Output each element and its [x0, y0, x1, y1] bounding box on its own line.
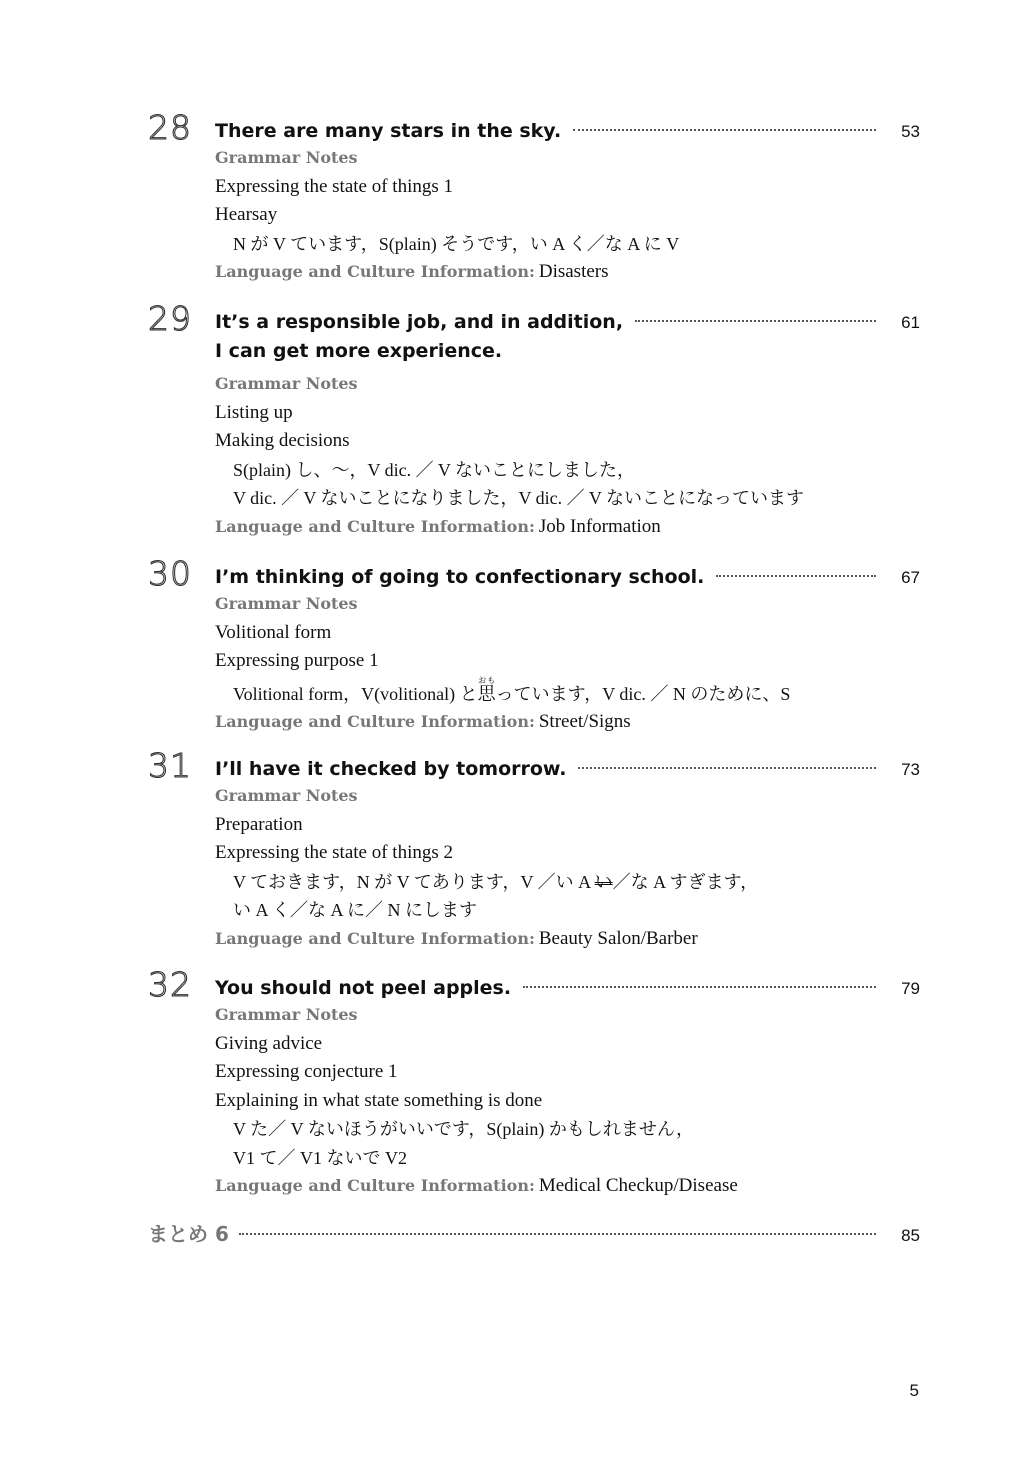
lesson-number: 31 [148, 746, 192, 785]
lesson-number: 30 [148, 554, 192, 593]
page-number[interactable]: 61 [901, 313, 920, 332]
lesson-title[interactable]: It’s a responsible job, and in addition, [215, 311, 624, 333]
lesson-contents [215, 782, 920, 954]
lesson-title[interactable]: There are many stars in the sky. [215, 120, 562, 142]
dot-leader [635, 319, 876, 322]
lesson-title-row[interactable] [215, 563, 920, 592]
dot-leader [239, 1232, 876, 1235]
lc-label: Language and Culture Information: [215, 928, 535, 948]
page-number[interactable]: 53 [901, 122, 920, 141]
lc-value: Medical Checkup/Disease [538, 1175, 738, 1196]
lesson-title-row[interactable] [215, 974, 920, 1003]
furigana: おも [477, 675, 496, 685]
lesson-number: 28 [148, 108, 192, 147]
page-number[interactable]: 85 [901, 1226, 920, 1245]
pattern-text: V ておきます，N が V てあります，V ／い A [233, 871, 595, 892]
lc-value: Job Information [538, 515, 661, 537]
struck-text: い [594, 871, 613, 892]
lc-label: Language and Culture Information: [215, 1176, 535, 1195]
dot-leader [573, 128, 876, 131]
grammar-item: Preparation [215, 813, 303, 835]
pattern-text: っています，V dic. ／ N のために、S [495, 683, 791, 704]
grammar-notes-heading: Grammar Notes [215, 374, 358, 393]
footer-page-number: 5 [909, 1381, 919, 1400]
lc-label: Language and Culture Information: [215, 516, 535, 536]
lc-label: Language and Culture Information: [215, 262, 535, 281]
grammar-item: Expressing the state of things 1 [215, 175, 453, 197]
grammar-pattern: S(plain) し、～，V dic. ／ V ないことにしました， [233, 459, 636, 480]
grammar-item: Expressing the state of things 2 [215, 842, 453, 863]
grammar-item: Expressing conjecture 1 [215, 1061, 398, 1082]
pattern-text: Volitional form，V(volitional) と [233, 683, 478, 704]
dot-leader [523, 985, 876, 988]
language-culture-info [215, 925, 920, 955]
lesson-title-row[interactable] [215, 117, 920, 146]
kanji: 思 [477, 683, 496, 704]
grammar-notes-heading: Grammar Notes [215, 594, 358, 613]
lesson-contents [215, 590, 920, 738]
matome-row[interactable] [148, 1218, 920, 1247]
grammar-notes-heading: Grammar Notes [215, 786, 358, 805]
page-number[interactable]: 73 [901, 760, 920, 779]
language-culture-info [215, 1172, 920, 1202]
lesson-contents [215, 370, 920, 542]
lesson-title[interactable]: I’m thinking of going to confectionary school. [215, 566, 705, 588]
lesson-title[interactable]: You should not peel apples. [215, 977, 512, 999]
grammar-notes-heading: Grammar Notes [215, 1005, 358, 1024]
pattern-text: ／な A すぎます， [612, 871, 759, 892]
grammar-pattern: V1 て／ V1 ないで V2 [233, 1147, 407, 1168]
lesson-title[interactable]: I’ll have it checked by tomorrow. [215, 758, 567, 780]
grammar-item: Hearsay [215, 204, 278, 225]
language-culture-info [215, 513, 920, 543]
grammar-pattern: N が V ています，S(plain) そうです，い A く／な A に V [233, 233, 680, 254]
grammar-item: Expressing purpose 1 [215, 650, 379, 671]
furigana-word [477, 675, 496, 704]
lesson-title-row[interactable] [215, 755, 920, 784]
matome-title[interactable]: まとめ 6 [148, 1222, 229, 1246]
lesson-number: 29 [148, 299, 192, 338]
lc-label: Language and Culture Information: [215, 712, 535, 731]
grammar-pattern [215, 676, 920, 709]
language-culture-info [215, 258, 920, 288]
grammar-pattern: V dic. ／ V ないことになりました，V dic. ／ V ないことになっています [233, 488, 805, 508]
grammar-item: Making decisions [215, 430, 350, 451]
lc-value: Disasters [538, 261, 609, 282]
grammar-item: Giving advice [215, 1032, 323, 1054]
grammar-pattern: V た／ V ないほうがいいです，S(plain) かもしれません， [233, 1119, 694, 1139]
grammar-notes-heading: Grammar Notes [215, 148, 358, 167]
page-number[interactable]: 79 [901, 979, 920, 998]
language-culture-info [215, 708, 920, 738]
grammar-item: Explaining in what state something is done [215, 1089, 543, 1111]
lc-value: Street/Signs [538, 711, 631, 732]
grammar-item: Volitional form [215, 621, 332, 643]
lesson-title-row[interactable] [215, 308, 920, 337]
dot-leader [578, 766, 876, 769]
grammar-item: Listing up [215, 401, 293, 423]
grammar-pattern: い A く／な A に／ N にします [233, 900, 478, 920]
lesson-title-line2[interactable]: I can get more experience. [215, 340, 503, 362]
grammar-pattern [215, 868, 920, 897]
lesson-contents [215, 1001, 920, 1202]
lesson-number: 32 [148, 965, 192, 1004]
lc-value: Beauty Salon/Barber [538, 927, 698, 949]
page-number[interactable]: 67 [901, 568, 920, 587]
lesson-contents [215, 144, 920, 288]
dot-leader [716, 574, 876, 577]
